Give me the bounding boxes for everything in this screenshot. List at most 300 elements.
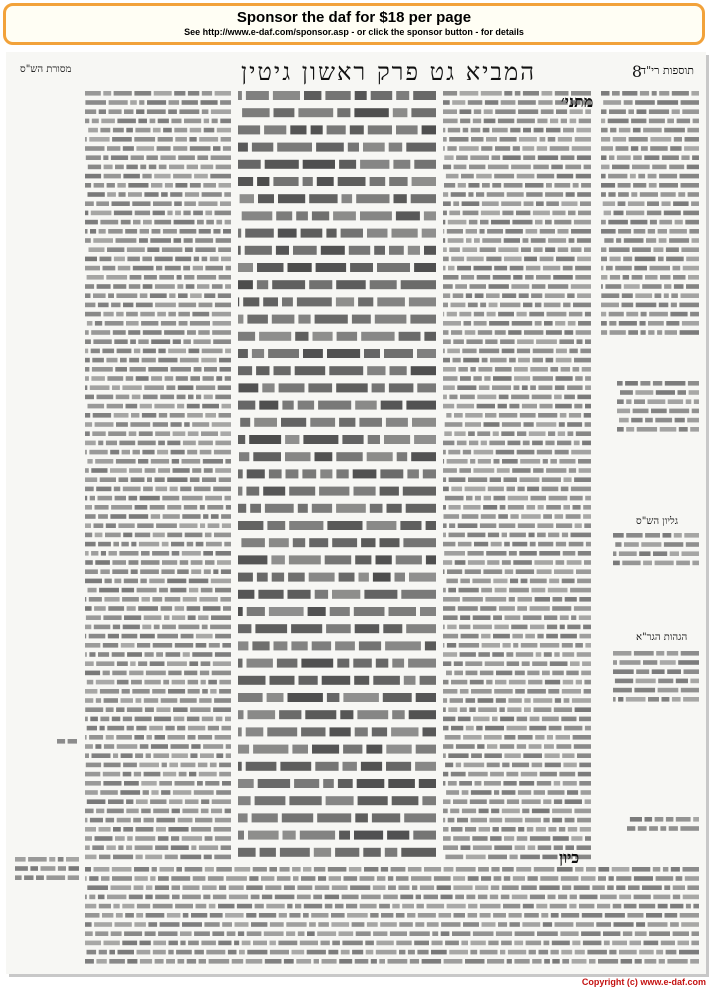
text-line-segment [505, 615, 521, 620]
text-line-segment [189, 588, 198, 593]
text-line-segment [166, 652, 181, 657]
text-line-segment [123, 487, 141, 492]
text-line-segment [349, 867, 362, 872]
text-line-segment [535, 220, 543, 225]
text-line-segment [445, 941, 459, 946]
text-line-segment [313, 332, 333, 341]
text-line-segment [514, 959, 529, 964]
text-line-segment [146, 885, 153, 890]
text-line-segment [443, 192, 448, 197]
text-line-segment [272, 280, 305, 289]
text-line-segment [68, 875, 79, 880]
text-line-segment [91, 551, 98, 556]
text-line-segment [166, 959, 175, 964]
text-line-segment [484, 109, 493, 114]
text-line-segment [389, 607, 417, 616]
text-line-segment [443, 836, 451, 841]
text-line-segment [183, 211, 190, 216]
tosafot-rid-text-lines [600, 88, 700, 343]
text-line-segment [111, 155, 128, 160]
text-line-segment [456, 867, 476, 872]
text-line-segment [566, 671, 578, 676]
text-line-segment [443, 109, 457, 114]
text-line-segment [247, 469, 265, 478]
text-line-segment [504, 257, 522, 262]
text-line-segment [561, 913, 579, 918]
text-line-segment [142, 174, 151, 179]
text-line-segment [141, 781, 156, 786]
text-line-segment [601, 321, 607, 326]
text-line-segment [137, 950, 151, 955]
text-line-segment [238, 521, 263, 530]
text-line-segment [257, 177, 269, 186]
text-line-segment [46, 875, 65, 880]
text-line-segment [471, 818, 488, 823]
text-line-segment [134, 867, 149, 872]
text-line-segment [443, 477, 446, 482]
text-line-segment [480, 606, 496, 611]
text-line-segment [579, 763, 591, 768]
text-line-segment [409, 573, 436, 582]
text-line-segment [515, 671, 525, 676]
text-line-segment [443, 588, 446, 593]
text-line-segment [329, 366, 363, 375]
text-line-segment [173, 707, 188, 712]
text-line-segment [153, 211, 165, 216]
text-line-segment [466, 238, 472, 243]
text-line-segment [207, 505, 223, 510]
text-line-segment [85, 91, 101, 96]
text-line-segment [396, 913, 405, 918]
text-line-segment [201, 680, 206, 685]
text-line-segment [690, 427, 699, 432]
text-line-segment [417, 383, 436, 392]
text-line-segment [139, 238, 148, 243]
text-line-segment [238, 469, 243, 478]
text-line-segment [493, 579, 507, 584]
text-line-segment [512, 468, 530, 473]
text-line-segment [314, 959, 319, 964]
text-line-segment [443, 266, 446, 271]
text-line-segment [181, 763, 196, 768]
text-line-segment [660, 826, 666, 831]
text-line-segment [443, 505, 446, 510]
text-line-segment [183, 441, 196, 446]
text-line-segment [240, 194, 254, 203]
text-line-segment [99, 229, 106, 234]
text-line-segment [211, 615, 231, 620]
text-line-segment [150, 119, 156, 124]
text-line-segment [562, 753, 574, 758]
text-line-segment [563, 763, 576, 768]
text-line-segment [538, 505, 544, 510]
text-line-segment [171, 367, 192, 372]
text-line-segment [552, 606, 571, 611]
sponsor-banner[interactable] [3, 3, 705, 45]
text-line-segment [669, 238, 689, 243]
text-line-segment [140, 165, 146, 170]
text-line-segment [509, 358, 516, 363]
text-line-segment [524, 913, 539, 918]
text-line-segment [447, 146, 456, 151]
text-line-segment [247, 315, 268, 324]
text-line-segment [143, 487, 153, 492]
text-line-segment [205, 867, 214, 872]
text-line-segment [550, 904, 567, 909]
text-line-segment [648, 174, 657, 179]
text-line-segment [173, 790, 191, 795]
text-line-segment [85, 257, 97, 262]
text-line-segment [520, 459, 540, 464]
text-line-segment [146, 913, 165, 918]
text-line-segment [85, 689, 97, 694]
text-line-segment [463, 450, 471, 455]
text-line-segment [138, 441, 156, 446]
text-line-segment [449, 247, 460, 252]
text-line-segment [271, 555, 285, 564]
text-line-segment [577, 652, 591, 657]
text-line-segment [574, 220, 591, 225]
text-line-segment [658, 688, 679, 693]
text-line-segment [401, 590, 436, 599]
text-line-segment [165, 726, 174, 731]
text-line-segment [613, 551, 616, 556]
text-line-segment [567, 560, 582, 565]
text-line-segment [443, 487, 449, 492]
text-line-segment [146, 155, 158, 160]
text-line-segment [644, 941, 659, 946]
text-line-segment [95, 459, 113, 464]
text-line-segment [619, 551, 637, 556]
text-line-segment [69, 866, 80, 871]
text-line-segment [446, 790, 459, 795]
text-line-segment [471, 689, 492, 694]
text-line-segment [293, 876, 299, 881]
text-line-segment [174, 238, 182, 243]
text-line-segment [659, 174, 677, 179]
text-line-segment [685, 137, 700, 142]
text-line-segment [528, 680, 542, 685]
text-line-segment [598, 876, 606, 881]
page-title: המביא גט פרק ראשון גיטין [241, 58, 536, 86]
text-line-segment [295, 366, 326, 375]
text-line-segment [521, 514, 541, 519]
text-line-segment [184, 422, 190, 427]
text-line-segment [473, 468, 494, 473]
text-line-segment [468, 100, 483, 105]
text-line-segment [629, 137, 648, 142]
text-line-segment [103, 772, 120, 777]
text-line-segment [411, 366, 436, 375]
text-line-segment [579, 597, 591, 602]
text-line-segment [551, 913, 559, 918]
text-line-segment [446, 413, 451, 418]
text-line-segment [582, 441, 591, 446]
text-line-segment [633, 183, 646, 188]
text-line-segment [188, 689, 200, 694]
text-line-segment [443, 753, 446, 758]
text-line-segment [270, 676, 295, 685]
text-line-segment [663, 533, 672, 538]
text-line-segment [616, 876, 631, 881]
text-line-segment [475, 885, 488, 890]
text-line-segment [499, 707, 504, 712]
text-line-segment [221, 569, 231, 574]
text-line-segment [544, 321, 553, 326]
text-line-segment [569, 349, 577, 354]
text-line-segment [354, 676, 369, 685]
text-line-segment [129, 514, 148, 519]
text-line-segment [554, 395, 562, 400]
text-line-segment [643, 128, 662, 133]
text-line-segment [175, 904, 193, 909]
text-line-segment [158, 931, 177, 936]
text-line-segment [203, 895, 210, 900]
text-line-segment [264, 931, 284, 936]
text-line-segment [523, 303, 532, 308]
text-line-segment [387, 504, 402, 513]
text-line-segment [513, 876, 525, 881]
text-line-segment [142, 413, 156, 418]
text-line-segment [85, 441, 96, 446]
text-line-segment [631, 119, 646, 124]
text-line-segment [140, 229, 149, 234]
text-line-segment [479, 827, 490, 832]
text-line-segment [86, 155, 101, 160]
text-line-segment [309, 538, 328, 547]
text-line-segment [85, 266, 100, 271]
text-line-segment [85, 542, 96, 547]
text-line-segment [534, 128, 544, 133]
text-line-segment [312, 211, 329, 220]
text-line-segment [112, 201, 130, 206]
text-line-segment [174, 128, 187, 133]
text-line-segment [443, 569, 445, 574]
text-line-segment [569, 312, 583, 317]
text-line-segment [454, 165, 467, 170]
text-line-segment [90, 717, 98, 722]
text-line-segment [108, 799, 124, 804]
text-line-segment [550, 119, 558, 124]
text-line-segment [558, 895, 567, 900]
text-line-segment [225, 459, 231, 464]
text-line-segment [560, 634, 577, 639]
text-line-segment [218, 385, 231, 390]
text-line-segment [98, 542, 111, 547]
text-line-segment [443, 459, 444, 464]
gilyon-hashas-title: גליון הש"ס [636, 516, 679, 527]
text-line-segment [676, 561, 690, 566]
text-line-segment [85, 312, 101, 317]
text-line-segment [536, 904, 547, 909]
text-line-segment [129, 358, 139, 363]
text-line-segment [140, 941, 151, 946]
text-line-segment [267, 521, 285, 530]
text-line-segment [85, 855, 97, 860]
text-line-segment [191, 913, 207, 918]
text-line-segment [187, 450, 197, 455]
text-line-segment [558, 431, 565, 436]
text-line-segment [255, 796, 286, 805]
text-line-segment [495, 588, 507, 593]
text-line-segment [486, 137, 497, 142]
text-line-segment [448, 707, 457, 712]
text-line-segment [560, 413, 567, 418]
text-line-segment [288, 573, 305, 582]
text-line-segment [15, 875, 22, 880]
text-line-segment [540, 404, 553, 409]
text-line-segment [443, 312, 444, 317]
text-line-segment [202, 257, 208, 262]
text-line-segment [87, 680, 94, 685]
text-line-segment [266, 904, 284, 909]
text-line-segment [445, 496, 464, 501]
text-line-segment [457, 404, 474, 409]
text-line-segment [670, 146, 681, 151]
text-line-segment [516, 569, 534, 574]
text-line-segment [443, 146, 445, 151]
text-line-segment [533, 349, 554, 354]
text-line-segment [434, 876, 451, 881]
text-line-segment [690, 312, 699, 317]
text-line-segment [448, 220, 467, 225]
text-line-segment [451, 330, 462, 335]
text-line-segment [182, 836, 202, 841]
text-line-segment [238, 160, 261, 169]
text-line-segment [304, 91, 321, 100]
text-line-segment [443, 441, 454, 446]
text-line-segment [501, 895, 510, 900]
text-line-segment [638, 826, 647, 831]
text-line-segment [621, 959, 633, 964]
text-line-segment [339, 931, 354, 936]
text-line-segment [406, 624, 436, 633]
text-line-segment [534, 247, 543, 252]
text-line-segment [87, 275, 104, 280]
text-line-segment [141, 551, 150, 556]
text-line-segment [559, 827, 565, 832]
text-line-segment [653, 551, 667, 556]
text-line-segment [471, 753, 482, 758]
text-line-segment [492, 128, 508, 133]
text-line-segment [618, 697, 623, 702]
text-line-segment [443, 358, 450, 363]
text-line-segment [579, 781, 591, 786]
text-line-segment [194, 950, 204, 955]
text-line-segment [284, 885, 295, 890]
text-line-segment [674, 284, 684, 289]
text-line-segment [682, 321, 699, 326]
text-line-segment [559, 459, 575, 464]
text-line-segment [443, 818, 445, 823]
text-line-segment [136, 913, 143, 918]
text-line-segment [548, 238, 566, 243]
text-line-segment [484, 735, 502, 740]
text-line-segment [545, 763, 561, 768]
text-line-segment [248, 710, 276, 719]
text-line-segment [89, 652, 95, 657]
text-line-segment [500, 744, 514, 749]
text-line-segment [641, 542, 661, 547]
text-line-segment [498, 247, 518, 252]
text-line-segment [279, 710, 301, 719]
text-line-segment [138, 661, 147, 666]
text-line-segment [568, 431, 574, 436]
text-line-segment [139, 542, 159, 547]
text-line-segment [572, 146, 591, 151]
text-line-segment [670, 312, 687, 317]
text-line-segment [461, 941, 468, 946]
text-line-segment [504, 753, 520, 758]
text-line-segment [471, 941, 486, 946]
text-line-segment [522, 799, 541, 804]
text-line-segment [449, 533, 465, 538]
text-line-segment [214, 855, 231, 860]
text-line-segment [509, 913, 522, 918]
text-line-segment [542, 487, 559, 492]
text-line-segment [473, 376, 481, 381]
text-line-segment [215, 468, 231, 473]
text-line-segment [315, 315, 348, 324]
text-line-segment [453, 836, 470, 841]
text-line-segment [198, 763, 208, 768]
text-line-segment [581, 183, 591, 188]
text-line-segment [635, 931, 647, 936]
right-lower-note-lines [626, 814, 700, 836]
text-line-segment [160, 395, 174, 400]
text-line-segment [443, 229, 444, 234]
text-line-segment [109, 109, 122, 114]
text-line-segment [681, 293, 700, 298]
text-line-segment [618, 201, 626, 206]
text-line-segment [247, 931, 262, 936]
text-line-segment [569, 413, 581, 418]
text-line-segment [135, 753, 143, 758]
text-line-segment [332, 590, 360, 599]
text-line-segment [543, 922, 552, 927]
text-line-segment [172, 809, 180, 814]
text-line-segment [238, 607, 243, 616]
text-line-segment [658, 679, 673, 684]
text-line-segment [569, 904, 576, 909]
text-line-segment [246, 91, 269, 100]
text-line-segment [494, 625, 508, 630]
text-line-segment [340, 710, 353, 719]
text-line-segment [167, 505, 181, 510]
text-line-segment [662, 155, 679, 160]
text-line-segment [668, 399, 683, 404]
text-line-segment [475, 781, 482, 786]
text-line-segment [427, 922, 439, 927]
text-line-segment [219, 477, 231, 482]
text-line-segment [443, 91, 457, 96]
text-line-segment [449, 395, 457, 400]
text-line-segment [178, 818, 193, 823]
text-line-segment [637, 427, 657, 432]
text-line-segment [171, 744, 189, 749]
text-line-segment [85, 634, 86, 639]
text-line-segment [426, 555, 436, 564]
text-line-segment [107, 146, 120, 151]
text-line-segment [545, 220, 552, 225]
text-line-segment [575, 376, 583, 381]
text-line-segment [200, 523, 205, 528]
text-line-segment [460, 652, 476, 657]
text-line-segment [157, 450, 168, 455]
text-line-segment [386, 762, 411, 771]
text-line-segment [448, 266, 455, 271]
text-line-segment [499, 395, 509, 400]
